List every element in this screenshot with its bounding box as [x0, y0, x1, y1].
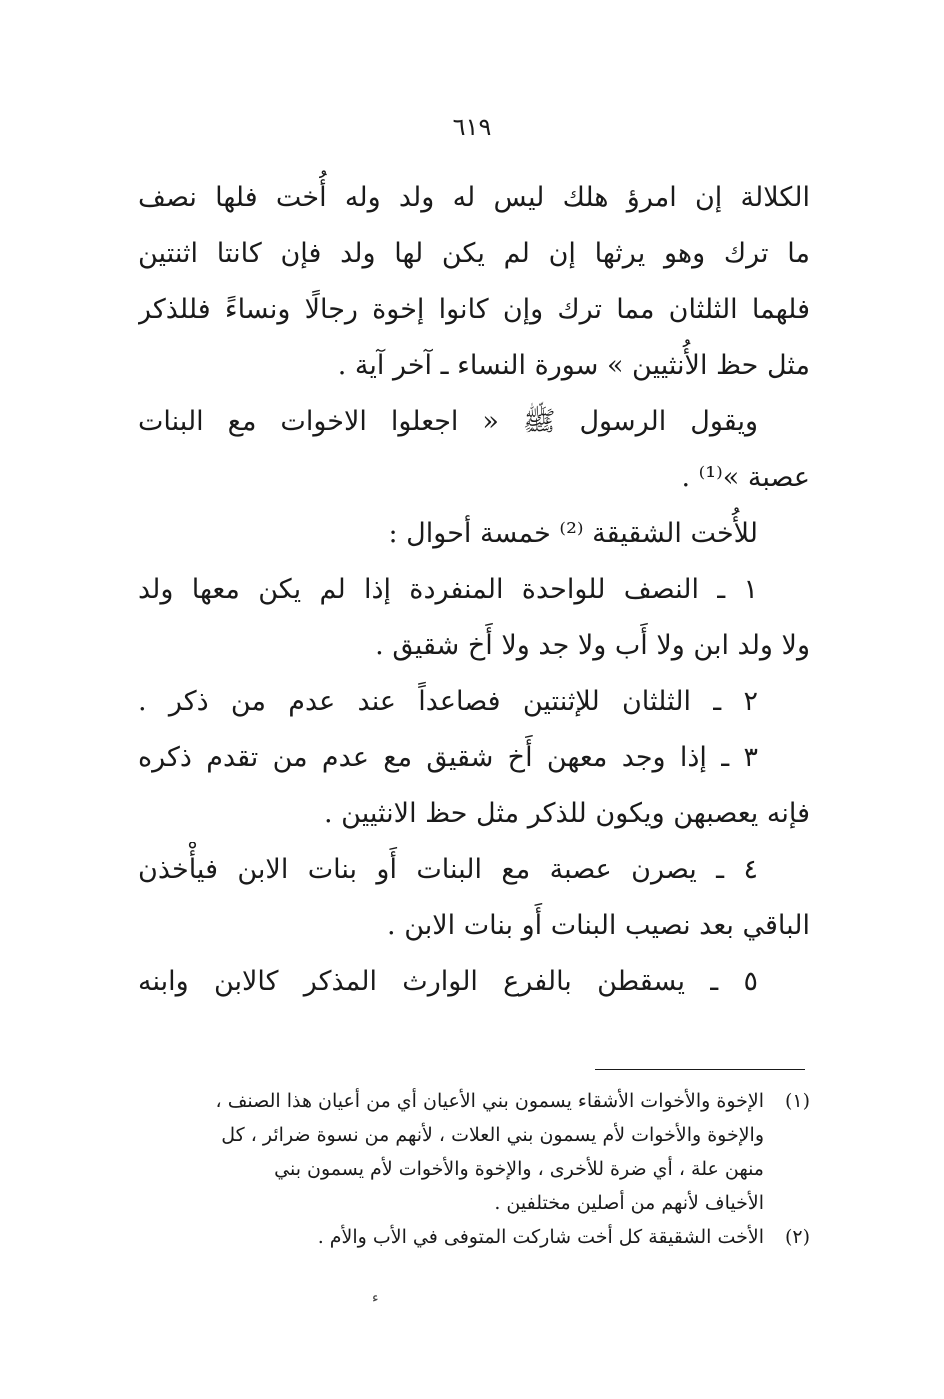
text-line: ما ترك وهو يرثها إن لم يكن لها ولد فإن كانتا اثنتين [138, 238, 810, 269]
text-line: ٤ ـ يصرن عصبة مع البنات أَو بنات الابن فيأْخذن [138, 854, 758, 885]
footnote-2 [138, 1220, 810, 1254]
text-line: فإنه يعصبهن ويكون للذكر مثل حظ الانثيين . [324, 798, 810, 829]
footnote-1 [138, 1084, 810, 1220]
main-text [138, 170, 810, 1010]
bottom-mark: ء [372, 1290, 379, 1306]
text-line: ٢ ـ الثلثان للإثنتين فصاعداً عند عدم من ذكر . [138, 686, 758, 717]
footnote-line: الأخياف لأنهم من أصلين مختلفين . [494, 1192, 764, 1214]
text-line: ٥ ـ يسقطن بالفرع الوارث المذكر كالابن وابنه [138, 966, 758, 997]
page-number: ٦١٩ [452, 113, 492, 141]
text-line: ويقول الرسول ﷺ « اجعلوا الاخوات مع البنات [138, 406, 758, 437]
footnote-number: (١) [784, 1090, 810, 1112]
footnote-line: منهن علة ، أي ضرة للأخرى ، والإخوة والأخوات لأم يسمون بني [274, 1158, 764, 1180]
text-line: ١ ـ النصف للواحدة المنفردة إذا لم يكن معها ولد [138, 574, 758, 605]
text-line: الباقي بعد نصيب البنات أَو بنات الابن . [387, 910, 810, 941]
footnotes [138, 1084, 810, 1254]
footnote-line: الأخت الشقيقة كل أخت شاركت المتوفى في الأب والأم . [317, 1226, 764, 1248]
footnote-number: (٢) [784, 1226, 810, 1248]
text-line: مثل حظ الأُنثيين » سورة النساء ـ آخر آية . [337, 350, 810, 381]
footnote-line: والإخوة والأخوات لأم يسمون بني العلات ، لأنهم من نسوة ضرائر ، كل [221, 1124, 764, 1146]
footnote-line: الإخوة والأخوات الأشقاء يسمون بني الأعيان أي من أعيان هذا الصنف ، [215, 1090, 764, 1112]
footnote-divider [595, 1069, 805, 1070]
text-line: ٣ ـ إذا وجد معهن أَخ شقيق مع عدم من تقدم ذكره [138, 742, 758, 773]
text-line: للأُخت الشقيقة ⁽²⁾ خمسة أحوال : [388, 518, 758, 549]
text-line: ولا ولد ابن ولا أَب ولا جد ولا أَخ شقيق . [375, 630, 810, 661]
text-line: فلهما الثلثان مما ترك وإن كانوا إخوة رجالًا ونساءً فللذكر [138, 294, 810, 325]
text-line: عصبة »⁽¹⁾ . [681, 462, 810, 493]
text-line: الكلالة إن امرؤ هلك ليس له ولد وله أُخت فلها نصف [138, 182, 810, 213]
